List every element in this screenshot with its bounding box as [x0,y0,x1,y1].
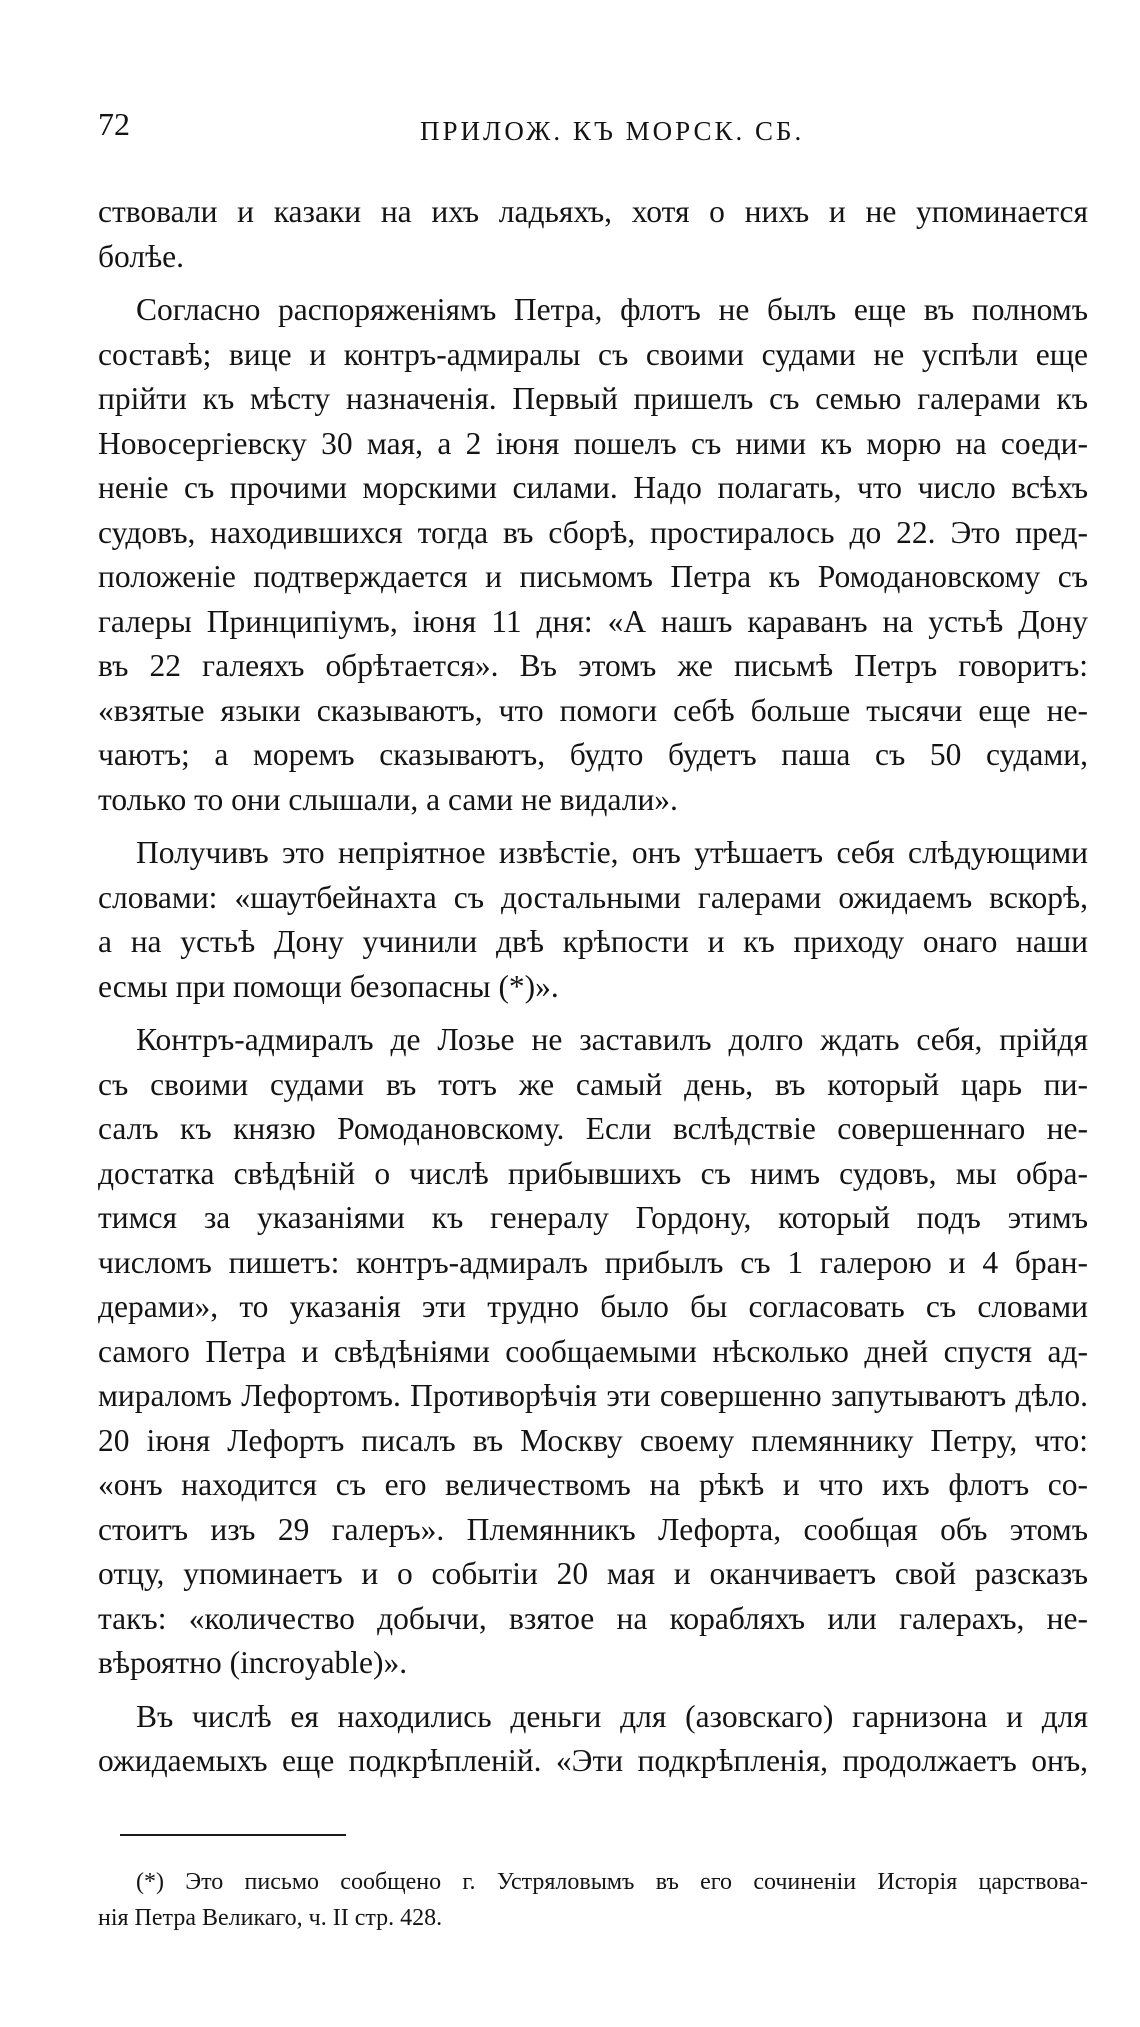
running-title: ПРИЛОЖ. КЪ МОРСК. СБ. [420,116,805,146]
text-line: достатка свѣдѣній о числѣ прибывшихъ съ нимъ судовъ, мы обра- [98,1155,1088,1191]
text-line: Согласно распоряженіямъ Петра, флотъ не былъ еще въ полномъ [136,292,1088,327]
text-line: «взятые языки сказываютъ, что помоги себѣ больше тысячи еще не- [98,692,1088,728]
paragraph-continuation [98,190,1088,279]
text-line: есмы при помощи безопасны (*)». [98,968,559,1004]
footnote-line: (*) Это письмо сообщено г. Устряловымъ въ его сочиненіи Исторія царствова- [136,1869,1088,1895]
text-line: отцу, упоминаетъ и о событіи 20 мая и оканчиваетъ свой разсказъ [98,1556,1088,1591]
paragraph [98,1695,1088,1784]
text-line: мираломъ Лефортомъ. Противорѣчія эти совершенно запутываютъ дѣло. [98,1378,1088,1413]
text-line: «онъ находится съ его величествомъ на рѣкѣ и что ихъ флотъ со- [98,1467,1088,1502]
footnote-divider [120,1834,346,1836]
text-line: самого Петра и свѣдѣніями сообщаемыми нѣсколько дней спустя ад- [98,1333,1088,1369]
text-line: стоитъ изъ 29 галеръ». Племянникъ Лефорта, сообщая объ этомъ [98,1511,1088,1547]
paragraph [98,288,1088,822]
text-line: тимся за указаніями къ генералу Гордону, который подъ этимъ [98,1200,1088,1235]
text-line: ствовали и казаки на ихъ ладьяхъ, хотя о нихъ и не упоминается [98,194,1088,229]
footnote [98,1864,1088,1936]
text-line: салъ къ князю Ромодановскому. Если вслѣдствіе совершеннаго не- [98,1111,1088,1146]
text-line: такъ: «количество добычи, взятое на корабляхъ или галерахъ, не- [98,1600,1088,1636]
text-line: Въ числѣ ея находились деньги для (азовскаго) гарнизона и для [136,1698,1088,1734]
text-line: составѣ; вице и контръ-адмиралы съ своими судами не успѣли еще [98,336,1088,372]
text-line: болѣе. [98,238,185,274]
text-line: ожидаемыхъ еще подкрѣпленій. «Эти подкрѣпленія, продолжаетъ онъ, [98,1743,1088,1778]
text-line: чаютъ; а моремъ сказываютъ, будто будетъ паша съ 50 судами, [98,737,1088,772]
footnote-line: нія Петра Великаго, ч. II стр. 428. [98,1905,443,1931]
text-line: Новосергіевску 30 мая, а 2 іюня пошелъ съ ними къ морю на соеди- [98,425,1088,461]
text-line: дерами», то указанія эти трудно было бы согласовать съ словами [98,1289,1088,1324]
text-line: только то они слышали, а сами не видали». [98,781,678,817]
text-line: Получивъ это непріятное извѣстіе, онъ утѣшаетъ себя слѣдующими [136,835,1088,870]
text-line: вѣроятно (incroyable)». [98,1645,408,1680]
paragraph [98,1018,1088,1686]
text-line: прійти къ мѣсту назначенія. Первый пришелъ съ семью галерами къ [98,381,1088,416]
text-line: судовъ, находившихся тогда въ сборѣ, простиралось до 22. Это пред- [98,514,1088,550]
paragraph [98,831,1088,1009]
text-line: неніе съ прочими морскими силами. Надо полагать, что число всѣхъ [98,470,1088,505]
body-text [98,190,1088,1784]
text-line: а на устьѣ Дону учинили двѣ крѣпости и къ приходу онаго наши [98,924,1088,959]
text-line: положеніе подтверждается и письмомъ Петра къ Ромодановскому съ [98,559,1088,594]
text-line: съ своими судами въ тотъ же самый день, въ который царь пи- [98,1066,1088,1102]
text-line: числомъ пишетъ: контръ-адмиралъ прибылъ съ 1 галерою и 4 бран- [98,1244,1088,1280]
text-line: словами: «шаутбейнахта съ достальными галерами ожидаемъ вскорѣ, [98,879,1088,915]
text-line: Контръ-адмиралъ де Лозье не заставилъ долго ждать себя, прійдя [136,1022,1088,1057]
text-line: 20 іюня Лефортъ писалъ въ Москву своему племяннику Петру, что: [98,1422,1088,1458]
page-number: 72 [98,106,130,142]
text-line: въ 22 галеяхъ обрѣтается». Въ этомъ же письмѣ Петръ говоритъ: [98,648,1088,683]
text-line: галеры Принципіумъ, іюня 11 дня: «А нашъ караванъ на устьѣ Дону [98,603,1088,639]
